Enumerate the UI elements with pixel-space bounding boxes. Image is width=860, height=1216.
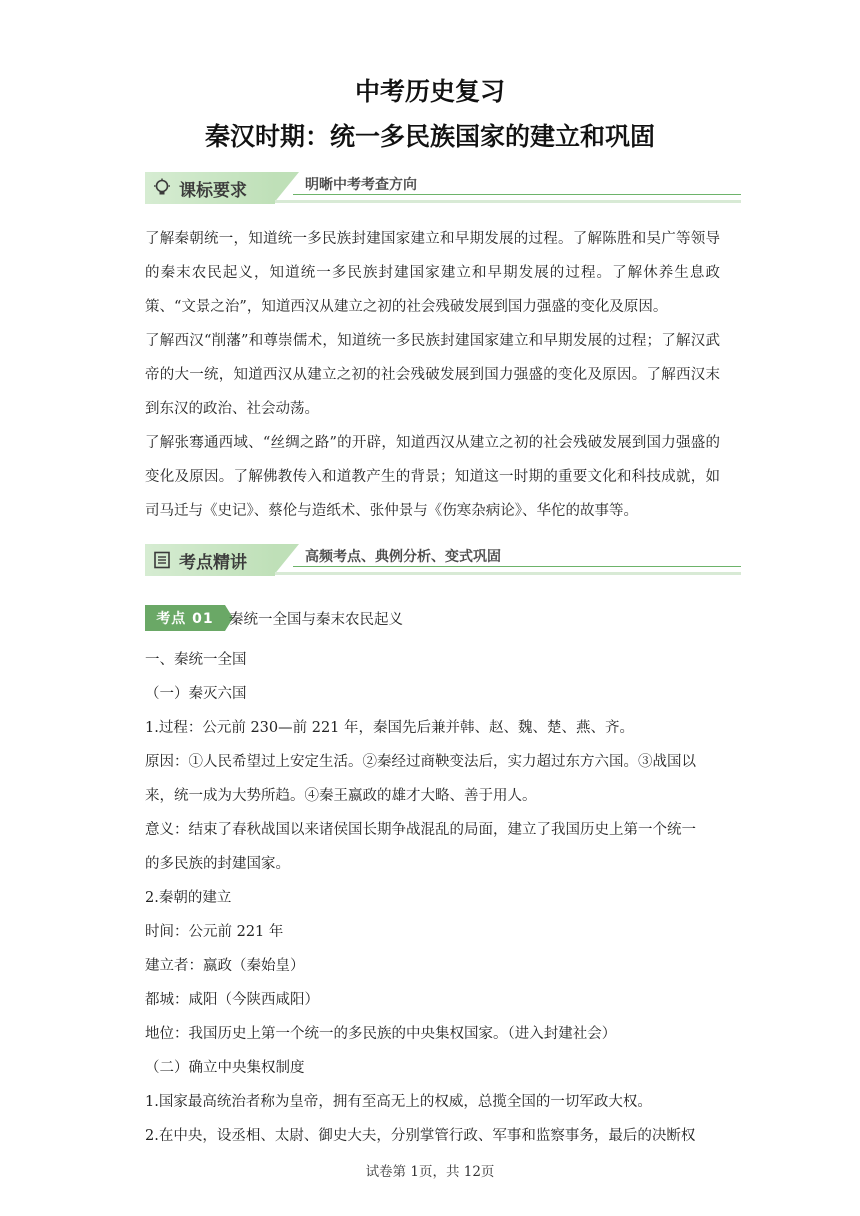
content-line: 1.过程：公元前 230—前 221 年，秦国先后兼并韩、赵、魏、楚、燕、齐。 [145, 720, 635, 736]
section-tab-label: 考点精讲 [179, 552, 247, 573]
curriculum-text [145, 222, 720, 528]
content-line: 的多民族的封建国家。 [145, 856, 290, 872]
section-banner-curriculum [145, 170, 741, 206]
section-tab [145, 544, 275, 576]
content-line: 都城：咸阳（今陕西咸阳） [145, 992, 319, 1008]
content-line: 建立者：嬴政（秦始皇） [145, 958, 305, 974]
section-subtitle: 高频考点、典例分析、变式巩固 [305, 549, 501, 565]
section-banner-keypoints [145, 542, 741, 578]
content-line: 地位：我国历史上第一个统一的多民族的中央集权国家。（进入封建社会） [145, 1026, 617, 1042]
section-subtitle: 明晰中考考查方向 [305, 177, 417, 193]
content-line: 1.国家最高统治者称为皇帝，拥有至高无上的权威，总揽全国的一切军政大权。 [145, 1094, 652, 1110]
content-line: 一、秦统一全国 [145, 652, 247, 668]
curriculum-paragraph: 了解张骞通西域、“丝绸之路”的开辟，知道西汉从建立之初的社会残破发展到国力强盛的变化及原因。了解佛教传入和道教产生的背景；知道这一时期的重要文化和科技成就，如司马迁与《史记》、蔡伦与造纸术、张仲景与《伤寒杂病论》、华佗的故事等。 [145, 435, 720, 519]
book-icon [151, 549, 173, 571]
section-tab-label: 课标要求 [179, 180, 247, 201]
content-line: 意义：结束了春秋战国以来诸侯国长期争战混乱的局面，建立了我国历史上第一个统一 [145, 822, 696, 838]
lightbulb-icon [151, 177, 173, 199]
content-line: 来，统一成为大势所趋。④秦王嬴政的雄才大略、善于用人。 [145, 788, 537, 804]
content-line: 时间：公元前 221 年 [145, 924, 284, 940]
kaodian-tag: 考点 01 [145, 605, 225, 631]
content-line: 2.在中央，设丞相、太尉、御史大夫，分别掌管行政、军事和监察事务，最后的决断权 [145, 1128, 696, 1144]
section-tab [145, 172, 275, 204]
document-title-line2: 秦汉时期：统一多民族国家的建立和巩固 [204, 122, 655, 151]
content-line: （二）确立中央集权制度 [145, 1060, 305, 1076]
curriculum-paragraph: 了解秦朝统一，知道统一多民族封建国家建立和早期发展的过程。了解陈胜和吴广等领导的秦末农民起义，知道统一多民族封建国家建立和早期发展的过程。了解休养生息政策、“文景之治”，知道西汉从建立之初的社会残破发展到国力强盛的变化及原因。 [145, 231, 720, 315]
content-line: 2.秦朝的建立 [145, 890, 232, 906]
page-footer: 试卷第 1页，共 12页 [365, 1164, 495, 1180]
content-line: 原因：①人民希望过上安定生活。②秦经过商鞅变法后，实力超过东方六国。③战国以 [145, 754, 696, 770]
kaodian-title: 秦统一全国与秦末农民起义 [229, 612, 403, 628]
content-line: （一）秦灭六国 [145, 686, 247, 702]
curriculum-paragraph: 了解西汉“削藩”和尊崇儒术，知道统一多民族封建国家建立和早期发展的过程；了解汉武帝的大一统，知道西汉从建立之初的社会残破发展到国力强盛的变化及原因。了解西汉末到东汉的政治、社会动荡。 [145, 333, 720, 417]
document-title-line1: 中考历史复习 [354, 77, 505, 106]
